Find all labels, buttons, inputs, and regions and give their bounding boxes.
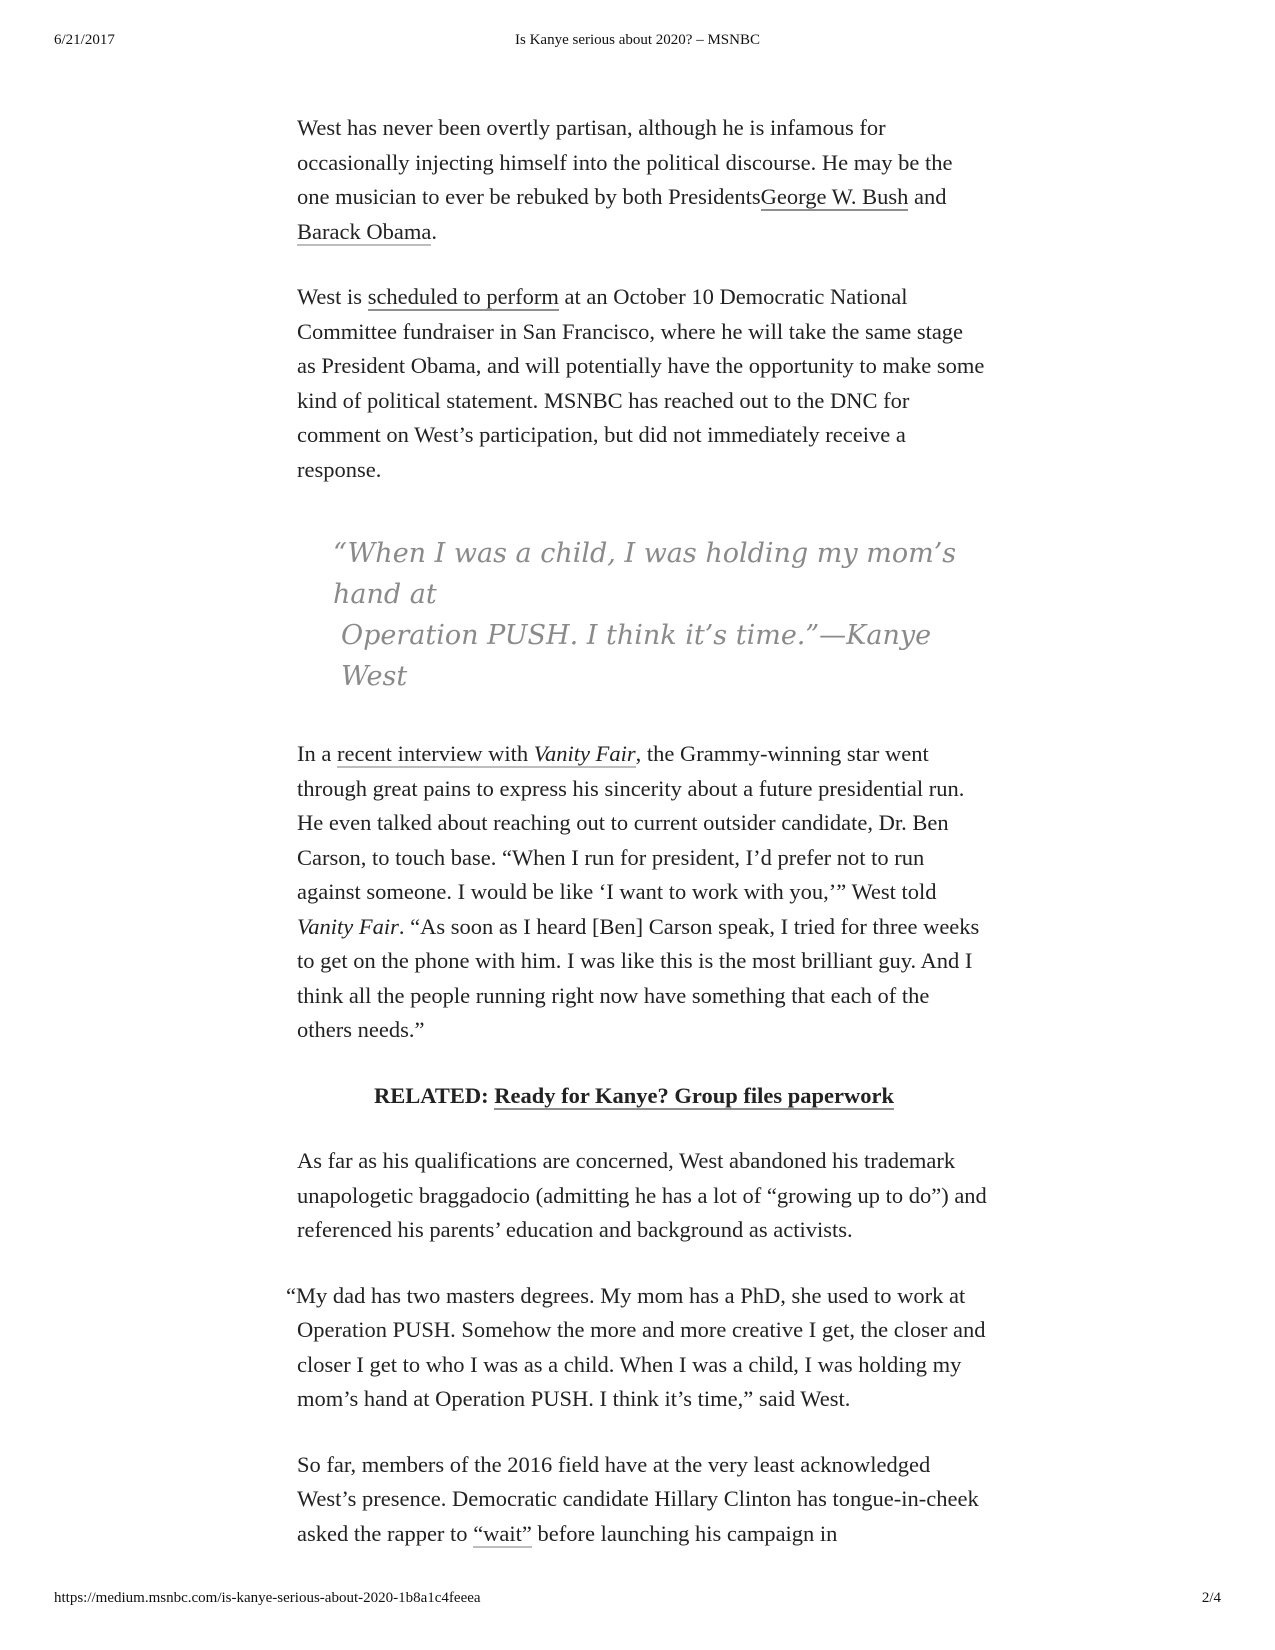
link-barack-obama[interactable]: Barack Obama	[297, 218, 432, 244]
paragraph-2016-field: So far, members of the 2016 field have at the very least acknowledged West’s presence. Democratic candidate Hillary Clinton has tongue-in-cheek asked the rapper to “wait” before launching his campaign in	[297, 1451, 979, 1546]
print-page-title: Is Kanye serious about 2020? – MSNBC	[515, 32, 760, 48]
print-footer	[0, 1590, 1275, 1610]
article-body	[286, 111, 987, 1582]
related-link-block	[297, 1079, 987, 1114]
page-number: 2/4	[1201, 1590, 1221, 1606]
paragraph-dnc-fundraiser: West is scheduled to perform at an October 10 Democratic National Committee fundraiser in San Francisco, where he will take the same stage as President Obama, and will potentially have the opportunity to make some kind of political statement. MSNBC has reached out to the DNC for comment on West’s participation, but did not immediately receive a response.	[297, 284, 985, 482]
link-george-w-bush[interactable]: George W. Bush	[760, 184, 909, 209]
paragraph-qualifications: As far as his qualifications are concerned, West abandoned his trademark unapologetic braggadocio (admitting he has a lot of “growing up to do”) and referenced his parents’ education and background as activists.	[297, 1148, 987, 1242]
pull-quote	[333, 533, 973, 697]
link-scheduled-to-perform[interactable]: scheduled to perform	[367, 284, 559, 309]
link-wait[interactable]: “wait”	[473, 1520, 532, 1546]
print-date: 6/21/2017	[54, 32, 115, 48]
related-label: RELATED:	[373, 1082, 495, 1108]
print-header	[0, 32, 1275, 52]
paragraph-west-quote: “My dad has two masters degrees. My mom has a PhD, she used to work at Operation PUSH. Somehow the more and more creative I get, the closer and closer I get to who I was as a child. When I was a child, I was holding my mom’s hand at Operation PUSH. I think it’s time,” said West.	[286, 1282, 986, 1411]
paragraph-vanity-fair: In a recent interview with Vanity Fair, the Grammy-winning star went through great pains to express his sincerity about a future presidential run. He even talked about reaching out to current outsider candidate, Dr. Ben Carson, to touch base. “When I run for president, I’d prefer not to run against someone. I would be like ‘I want to work with you,’” West told Vanity Fair. “As soon as I heard [Ben] Carson speak, I tried for three weeks to get on the phone with him. I was like this is the most brilliant guy. And I think all the people running right now have something that each of the others needs.”	[297, 741, 980, 1042]
pull-quote-line-2: Operation PUSH. I think it’s time.”—Kanye West	[341, 620, 932, 692]
print-url: https://medium.msnbc.com/is-kanye-serious-about-2020-1b8a1c4feeea	[54, 1590, 481, 1606]
pull-quote-line-1: “When I was a child, I was holding my mom’s hand at	[333, 538, 957, 610]
paragraph-partisan: West has never been overtly partisan, although he is infamous for occasionally injecting himself into the political discourse. He may be the one musician to ever be rebuked by both PresidentsGeorge W. Bush and Barack Obama.	[297, 115, 953, 244]
link-vanity-fair-interview[interactable]: recent interview with Vanity Fair	[336, 741, 636, 766]
link-related-ready-for-kanye[interactable]: Ready for Kanye? Group files paperwork	[494, 1082, 895, 1108]
